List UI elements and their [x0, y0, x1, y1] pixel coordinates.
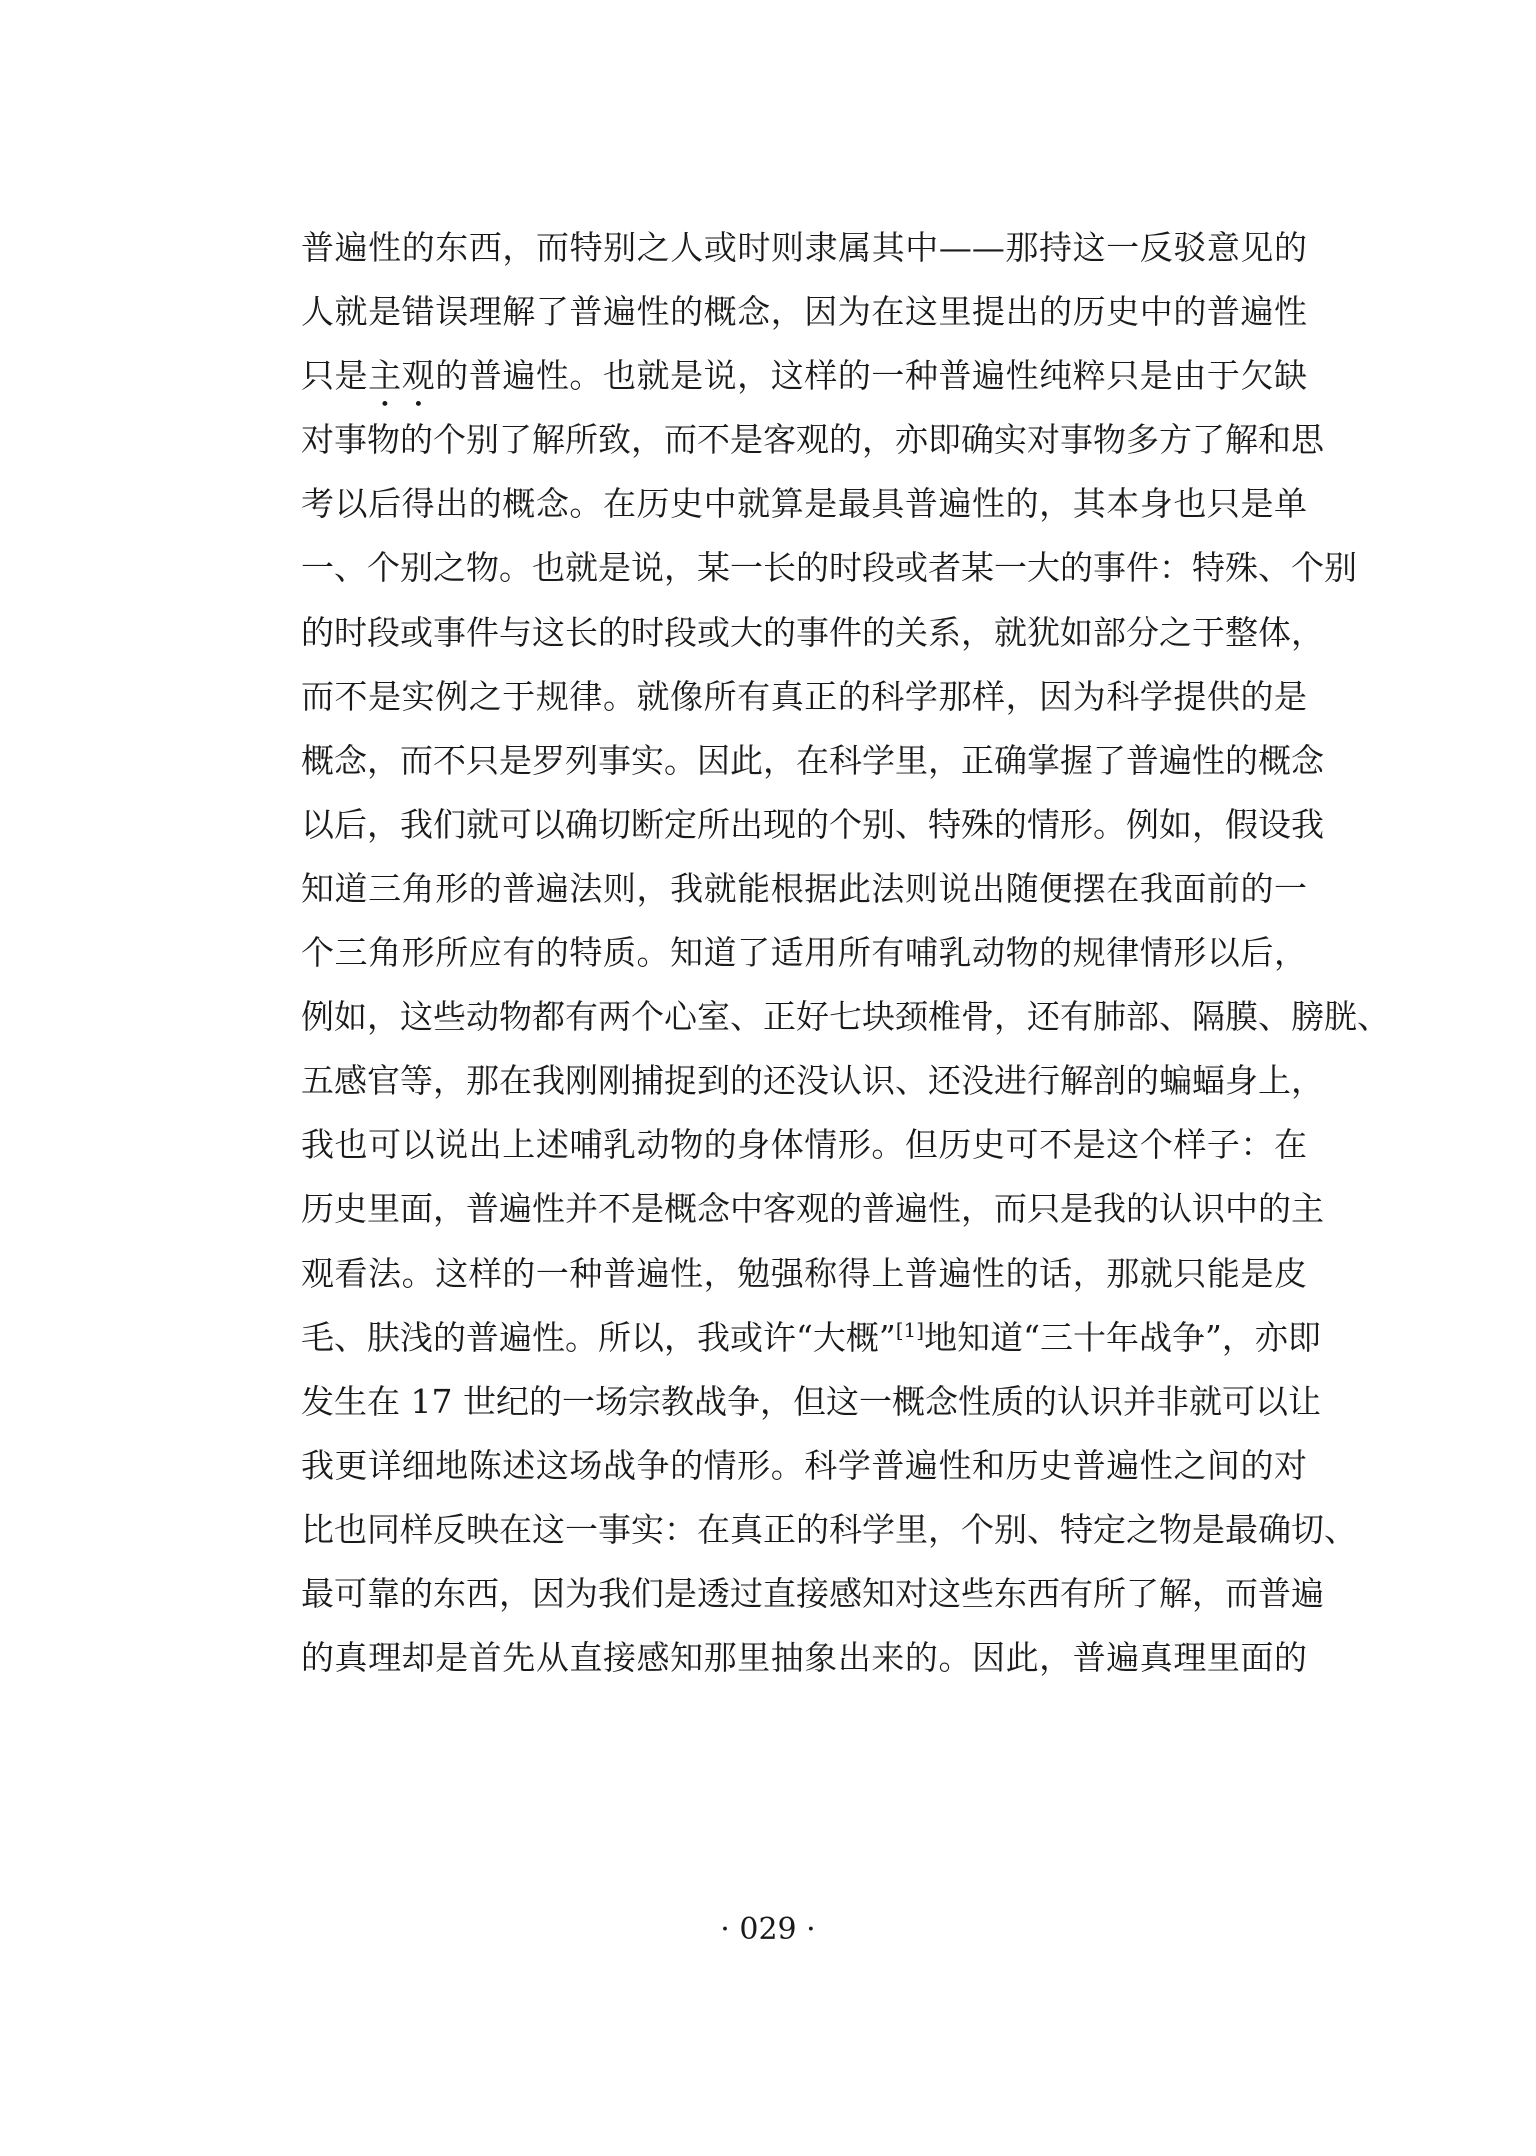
page-number: · 029 · — [720, 1912, 816, 1947]
text-segment: 地知道“三十年战争”，亦即 — [924, 1317, 1321, 1357]
text-line: 发生在 17 世纪的一场宗教战争，但这一概念性质的认识并非就可以让 — [301, 1381, 1321, 1421]
text-line: 我也可以说出上述哺乳动物的身体情形。但历史可不是这个样子：在 — [301, 1125, 1307, 1165]
text-line: 考以后得出的概念。在历史中就算是最具普遍性的，其本身也只是单 — [301, 484, 1307, 524]
text-line: 个三角形所应有的特质。知道了适用所有哺乳动物的规律情形以后， — [301, 933, 1307, 973]
footnote-reference[interactable]: [1] — [895, 1317, 925, 1342]
text-line: 而不是实例之于规律。就像所有真正的科学那样，因为科学提供的是 — [301, 676, 1307, 716]
text-line: 五感官等，那在我刚刚捕捉到的还没认识、还没进行解剖的蝙蝠身上， — [301, 1061, 1324, 1101]
text-line: 的真理却是首先从直接感知那里抽象出来的。因此，普遍真理里面的 — [301, 1638, 1307, 1678]
text-line: 的时段或事件与这长的时段或大的事件的关系，就犹如部分之于整体， — [301, 612, 1324, 652]
text-line: 最可靠的东西，因为我们是透过直接感知对这些东西有所了解，而普遍 — [301, 1573, 1324, 1613]
text-line: 一、个别之物。也就是说，某一长的时段或者某一大的事件：特殊、个别 — [301, 548, 1357, 588]
text-line: 普遍性的东西，而特别之人或时则隶属其中——那持这一反驳意见的 — [301, 228, 1307, 267]
text-line — [301, 1306, 1321, 1370]
text-line: 历史里面，普遍性并不是概念中客观的普遍性，而只是我的认识中的主 — [301, 1189, 1324, 1229]
text-line: 人就是错误理解了普遍性的概念，因为在这里提出的历史中的普遍性 — [301, 292, 1307, 332]
text-line: 例如，这些动物都有两个心室、正好七块颈椎骨，还有肺部、隔膜、膀胱、 — [301, 997, 1390, 1037]
text-line: 对事物的个别了解所致，而不是客观的，亦即确实对事物多方了解和思 — [301, 420, 1324, 460]
text-line: 观看法。这样的一种普遍性，勉强称得上普遍性的话，那就只能是皮 — [301, 1253, 1307, 1293]
text-line: 概念，而不只是罗列事实。因此，在科学里，正确掌握了普遍性的概念 — [301, 740, 1324, 780]
text-line: 我更详细地陈述这场战争的情形。科学普遍性和历史普遍性之间的对 — [301, 1445, 1307, 1485]
text-segment: 毛、肤浅的普遍性。所以，我或许“大概” — [301, 1317, 896, 1357]
emphasized-text: 主观 — [368, 356, 436, 396]
text-line — [301, 344, 1307, 408]
text-segment: 只是 — [301, 356, 369, 396]
text-line: 比也同样反映在这一事实：在真正的科学里，个别、特定之物是最确切、 — [301, 1509, 1357, 1549]
text-segment: 的普遍性。也就是说，这样的一种普遍性纯粹只是由于欠缺 — [435, 356, 1308, 396]
text-line: 以后，我们就可以确切断定所出现的个别、特殊的情形。例如，假设我 — [301, 804, 1324, 844]
body-text — [301, 216, 1390, 1690]
text-line: 知道三角形的普遍法则，我就能根据此法则说出随便摆在我面前的一 — [301, 868, 1307, 908]
